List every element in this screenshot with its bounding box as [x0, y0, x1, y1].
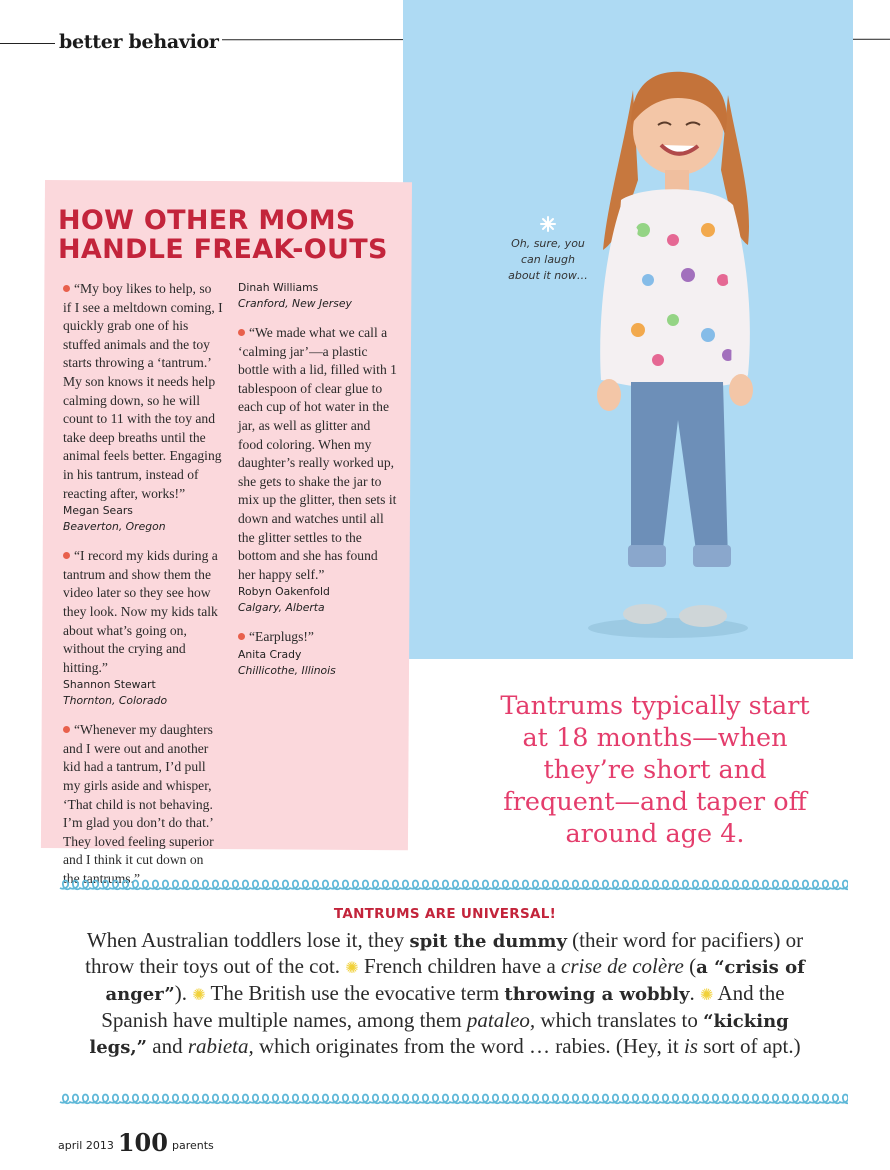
- pull-quote-line1: Tantrums typically start: [500, 691, 810, 721]
- snowflake-icon: [540, 216, 556, 232]
- pull-quote-line5: around age 4.: [565, 819, 745, 849]
- star-icon: ✺: [345, 960, 359, 977]
- term-crise-de-colere: crise de colère: [561, 954, 684, 978]
- term-rabieta: rabieta,: [187, 1034, 254, 1058]
- quote-location: Thornton, Colorado: [63, 694, 168, 708]
- quote-2: [63, 547, 223, 709]
- girl-illustration: [403, 0, 853, 659]
- sidebar-column-right: [238, 280, 398, 691]
- quote-1: [63, 280, 223, 535]
- bullet-dot-icon: [63, 552, 70, 559]
- term-kicking-legs: “kicking legs,”: [89, 1011, 789, 1058]
- term-crisis-of-anger: a “crisis of anger”: [105, 957, 805, 1005]
- sidebar-title-line1: HOW OTHER MOMS: [58, 205, 356, 236]
- body-text: French children have a: [358, 954, 562, 978]
- bullet-dot-icon: [63, 726, 70, 733]
- page-number: 100: [117, 1128, 168, 1157]
- photo-caption: [500, 236, 596, 284]
- quote-text: “Whenever my daughters and I were out and another kid had a tantrum, I’d pull my girls aside and whisper, ‘That child is not behaving. I’m glad you don’t do that.’ They loved feeling superior and I think it cut down on the tantrums.”: [63, 722, 214, 887]
- body-text: .: [689, 981, 695, 1005]
- squiggle-border-top: [58, 878, 848, 894]
- quote-4: [238, 324, 398, 616]
- star-icon: ✺: [192, 987, 206, 1004]
- pull-quote-line3: they’re short and: [543, 755, 767, 785]
- quote-location: Chillicothe, Illinois: [238, 663, 336, 677]
- body-text: The British use the evocative term: [205, 981, 505, 1005]
- term-pataleo: pataleo,: [466, 1008, 536, 1032]
- body-text: and: [147, 1034, 188, 1058]
- body-text: (their word for pacifiers) or throw their toys out of the cot.: [85, 928, 804, 978]
- pull-quote: [455, 690, 855, 850]
- header-rule-left: [0, 43, 55, 44]
- sidebar-title: [58, 206, 408, 264]
- quote-author: Dinah Williams: [238, 281, 319, 294]
- pull-quote-line4: frequent—and taper off: [503, 787, 807, 817]
- sidebar-column-left: [63, 280, 223, 901]
- quote-3-continued: [238, 280, 398, 312]
- body-text: which translates to: [535, 1008, 704, 1032]
- body-text: ).: [174, 981, 187, 1005]
- quote-author: Shannon Stewart: [63, 678, 156, 692]
- sidebar-title-line2: HANDLE FREAK-OUTS: [58, 234, 388, 265]
- body-text: which originates from the word … rabies. (Hey, it: [253, 1034, 684, 1058]
- quote-location: Calgary, Alberta: [238, 601, 325, 615]
- body-text: And the Spanish have multiple names, among them: [101, 981, 785, 1032]
- squiggle-border-bottom: [58, 1092, 848, 1108]
- quote-location: Beaverton, Oregon: [63, 520, 166, 534]
- girl-photo: [403, 0, 853, 659]
- page-footer: [58, 1128, 214, 1157]
- caption-line2: can laugh: [521, 253, 575, 266]
- bullet-dot-icon: [238, 329, 245, 336]
- quote-location: Cranford, New Jersey: [238, 297, 352, 310]
- quote-text: “I record my kids during a tantrum and show them the video later so they see how they look. Now my kids talk about what’s going on, without the crying and hitting.”: [63, 548, 218, 675]
- bullet-dot-icon: [238, 633, 245, 640]
- issue-date: april 2013: [58, 1139, 114, 1152]
- star-icon: ✺: [699, 987, 714, 1004]
- universal-kicker: TANTRUMS ARE UNIVERSAL!: [333, 906, 557, 922]
- quote-3: [63, 721, 223, 888]
- quote-author: Anita Crady: [238, 647, 302, 661]
- quote-author: Robyn Oakenfold: [238, 585, 330, 599]
- caption-line3: about it now…: [508, 269, 588, 282]
- quote-text: “We made what we call a ‘calming jar’—a plastic bottle with a lid, filled with 1 tablespoon of clear glue to each cup of hot water in the jar, as well as glitter and food coloring. When my daughter’s really worked up, she gets to shake the jar to mix up the glitter, then sets it down and watches until all the glitter settles to the bottom and she has found her happy self.”: [238, 325, 397, 582]
- quote-5: [238, 628, 398, 679]
- caption-line1: Oh, sure, you: [511, 237, 585, 250]
- body-text: sort of apt.): [697, 1034, 801, 1058]
- quote-text: “Earplugs!”: [249, 629, 314, 645]
- bullet-dot-icon: [63, 285, 70, 292]
- body-text: (: [683, 954, 697, 978]
- section-title: better behavior: [59, 31, 219, 53]
- emphasis-is: is: [683, 1034, 698, 1058]
- quote-text: “My boy likes to help, so if I see a meltdown coming, I quickly grab one of his stuffed animals and the toy starts throwing a ‘tantrum.’ My son knows it needs help calming down, so he will count to 11 with the toy and take deep breaths until the animal feels better. Engaging in his tantrum, instead of reacting after, works!”: [63, 281, 223, 501]
- term-spit-the-dummy: spit the dummy: [409, 931, 567, 952]
- universal-body: [80, 928, 810, 1060]
- pull-quote-line2: at 18 months—when: [522, 723, 788, 753]
- term-throwing-a-wobbly: throwing a wobbly: [504, 984, 690, 1005]
- body-text: When Australian toddlers lose it, they: [86, 928, 410, 952]
- quote-author: Megan Sears: [63, 504, 133, 518]
- magazine-name: parents: [171, 1139, 214, 1152]
